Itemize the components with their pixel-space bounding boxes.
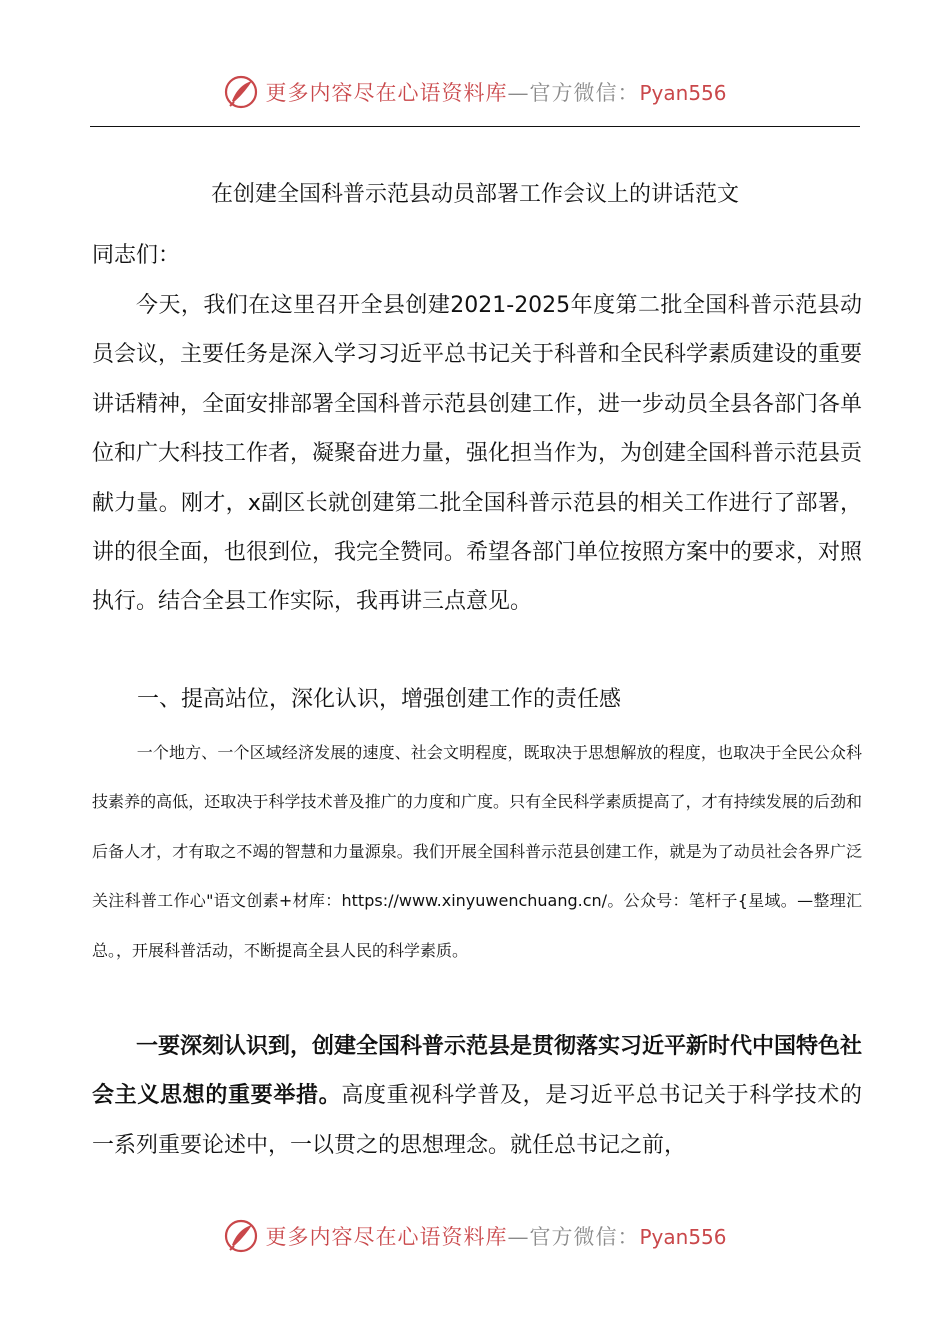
point1-text: 高度重视科学普及，是习近平总书记关于科学技术的一系列重要论述中，一以贯之的思想理念。就任总书记之前，: [92, 1083, 862, 1158]
banner-text: 更多内容尽在心语资料库—官方微信：Pyan556: [265, 81, 727, 105]
header-divider: [90, 126, 860, 127]
banner-text: 更多内容尽在心语资料库—官方微信：Pyan556: [265, 1225, 727, 1249]
intro-paragraph: 今天，我们在这里召开全县创建2021-2025年度第二批全国科普示范县动员会议，主要任务是深入学习习近平总书记关于科普和全民科学素质建设的重要讲话精神，全面安排部署全国科普示范县创建工作，进一步动员全县各部门各单位和广大科技工作者，凝聚奋进力量，强化担当作为，为创建全国科普示范县贡献力量。刚才，x副区长就创建第二批全国科普示范县的相关工作进行了部署，讲的很全面，也很到位，我完全赞同。希望各部门单位按照方案中的要求，对照执行。结合全县工作实际，我再讲三点意见。: [92, 293, 863, 615]
pen-logo-icon: [223, 74, 259, 110]
section1-paragraph: 一个地方、一个区域经济发展的速度、社会文明程度，既取决于思想解放的程度，也取决于全民公众科技素养的高低，还取决于科学技术普及推广的力度和广度。只有全民科学素质提高了，才有持续发展的后劲和后备人才，才有取之不竭的智慧和力量源泉。我们开展全国科普示范县创建工作，就是为了动员社会各界广泛关注科普工作心"语文创素+材库：https://www.xinyuwenchuang.cn/。公众号：笔杆子{星域。—整理汇总。，开展科普活动，不断提高全县人民的科学素质。: [92, 743, 862, 960]
document-title: 在创建全国科普示范县动员部署工作会议上的讲话范文: [210, 182, 739, 207]
salutation: 同志们：: [92, 243, 181, 268]
header-banner: [0, 72, 950, 112]
pen-logo-icon: [223, 1218, 259, 1254]
section-heading-1: 一、提高站位，深化认识，增强创建工作的责任感: [137, 687, 622, 712]
point1-bold: 一要深刻认识到，创建全国科普示范县是贯彻落实习近平新时代中国特色社会主义思想的重要举措。: [92, 1034, 863, 1109]
footer-banner: [0, 1216, 950, 1256]
point1-paragraph: [92, 1022, 862, 1170]
